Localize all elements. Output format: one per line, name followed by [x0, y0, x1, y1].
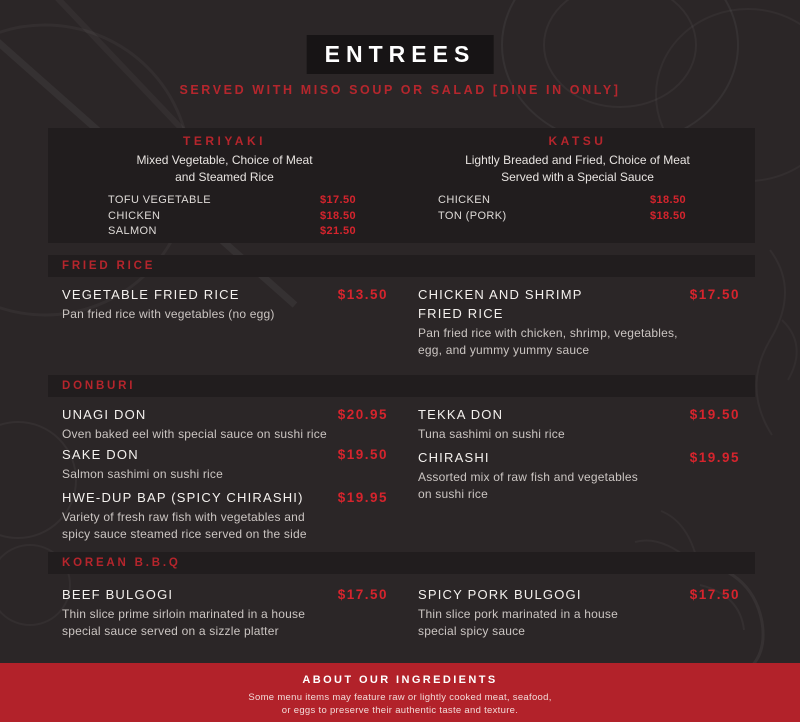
item-head [62, 405, 388, 424]
list-item [48, 193, 401, 209]
item-price: $13.50 [337, 287, 388, 302]
item-description: Pan fried rice with vegetables (no egg) [62, 307, 275, 321]
item-description: Variety of fresh raw fish with vegetables and spicy sauce steamed rice served on the side [62, 510, 307, 541]
item-name: TON (PORK) [438, 209, 507, 222]
item-description: Salmon sashimi on sushi rice [62, 467, 223, 481]
item-price: $19.50 [689, 407, 740, 422]
list-item [48, 209, 401, 225]
item-price: $17.50 [689, 587, 740, 602]
korean-bbq-left-column [62, 585, 388, 642]
section-heading-fried-rice: FRIED RICE [48, 255, 755, 277]
korean-bbq-right-column [418, 585, 740, 642]
section-heading-donburi: DONBURI [48, 375, 755, 397]
donburi-right-column [418, 405, 740, 505]
teriyaki-description [48, 152, 401, 186]
item-head [62, 285, 388, 304]
teriyaki-column [48, 128, 401, 243]
item-description: Pan fried rice with chicken, shrimp, vegetables, egg, and yummy yummy sauce [418, 326, 678, 357]
item-name: CHIRASHI [418, 450, 490, 465]
menu-item-chicken-shrimp-fried-rice [418, 285, 740, 359]
item-head [418, 585, 740, 604]
item-name: HWE-DUP BAP (SPICY CHIRASHI) [62, 490, 304, 505]
item-name: BEEF BULGOGI [62, 587, 174, 602]
item-price: $21.50 [320, 225, 357, 237]
item-name: SALMON [108, 225, 157, 237]
item-price: $17.50 [337, 587, 388, 602]
item-description: Assorted mix of raw fish and vegetables on sushi rice [418, 470, 638, 501]
page-title: ENTREES [324, 41, 476, 67]
item-name: SAKE DON [62, 447, 139, 462]
page-title-box [307, 35, 494, 74]
katsu-description-line1: Lightly Breaded and Fried, Choice of Meat [465, 153, 690, 167]
menu-item-chirashi [418, 448, 740, 503]
item-description: Tuna sashimi on sushi rice [418, 427, 565, 441]
item-head [62, 585, 388, 604]
teriyaki-katsu-panel [48, 128, 755, 243]
item-price: $17.50 [689, 287, 740, 302]
footer-text [0, 691, 800, 717]
item-price: $19.95 [337, 490, 388, 505]
item-head [418, 448, 740, 467]
fried-rice-right-column [418, 285, 740, 361]
item-head [418, 405, 740, 424]
katsu-description-line2: Served with a Special Sauce [501, 170, 654, 184]
item-head [62, 488, 388, 507]
donburi-left-column [62, 405, 388, 545]
item-name: VEGETABLE FRIED RICE [62, 287, 240, 302]
list-item [401, 193, 754, 209]
menu-item-tekka-don [418, 405, 740, 443]
katsu-description [401, 152, 754, 186]
teriyaki-description-line1: Mixed Vegetable, Choice of Meat [136, 153, 313, 167]
item-price: $18.50 [320, 209, 357, 222]
item-price: $19.95 [689, 450, 740, 465]
footer-title: ABOUT OUR INGREDIENTS [302, 674, 498, 686]
item-name: TOFU VEGETABLE [108, 194, 211, 206]
menu-item-spicy-pork-bulgogi [418, 585, 740, 640]
item-description: Thin slice prime sirloin marinated in a house special sauce served on a sizzle platter [62, 607, 306, 638]
list-item [401, 209, 754, 225]
item-name: TEKKA DON [418, 407, 504, 422]
item-name: CHICKEN [438, 194, 491, 206]
item-description: Thin slice pork marinated in a house special spicy sauce [418, 607, 618, 638]
menu-item-hwe-dup-bap [62, 488, 388, 543]
item-description: Oven baked eel with special sauce on sushi rice [62, 427, 327, 441]
teriyaki-heading: TERIYAKI [183, 134, 266, 148]
katsu-items [401, 193, 754, 224]
item-price: $19.50 [337, 447, 388, 462]
teriyaki-items [48, 193, 401, 240]
item-head [62, 445, 388, 464]
item-name: UNAGI DON [62, 407, 147, 422]
item-price: $20.95 [337, 407, 388, 422]
item-name: CHICKEN [108, 209, 161, 222]
item-name: SPICY PORK BULGOGI [418, 587, 582, 602]
menu-item-beef-bulgogi [62, 585, 388, 640]
list-item [48, 224, 401, 240]
item-head [418, 285, 740, 323]
menu-item-sake-don [62, 445, 388, 483]
item-price: $18.50 [650, 209, 687, 222]
footer-text-line1: Some menu items may feature raw or lightly cooked meat, seafood, [248, 692, 552, 703]
menu-item-unagi-don [62, 405, 388, 443]
fried-rice-left-column [62, 285, 388, 325]
item-price: $17.50 [320, 194, 357, 206]
teriyaki-description-line2: and Steamed Rice [175, 170, 274, 184]
katsu-column [401, 128, 754, 243]
page-subtitle: SERVED WITH MISO SOUP OR SALAD [DINE IN ONLY] [179, 83, 621, 97]
katsu-heading: KATSU [548, 134, 607, 148]
footer-text-line2: or eggs to preserve their authentic taste and texture. [281, 705, 519, 716]
ingredients-footer [0, 663, 800, 722]
menu-item-vegetable-fried-rice [62, 285, 388, 323]
section-heading-korean-bbq: KOREAN B.B.Q [48, 552, 755, 574]
item-price: $18.50 [650, 194, 687, 206]
item-name: CHICKEN AND SHRIMP FRIED RICE [418, 287, 583, 321]
